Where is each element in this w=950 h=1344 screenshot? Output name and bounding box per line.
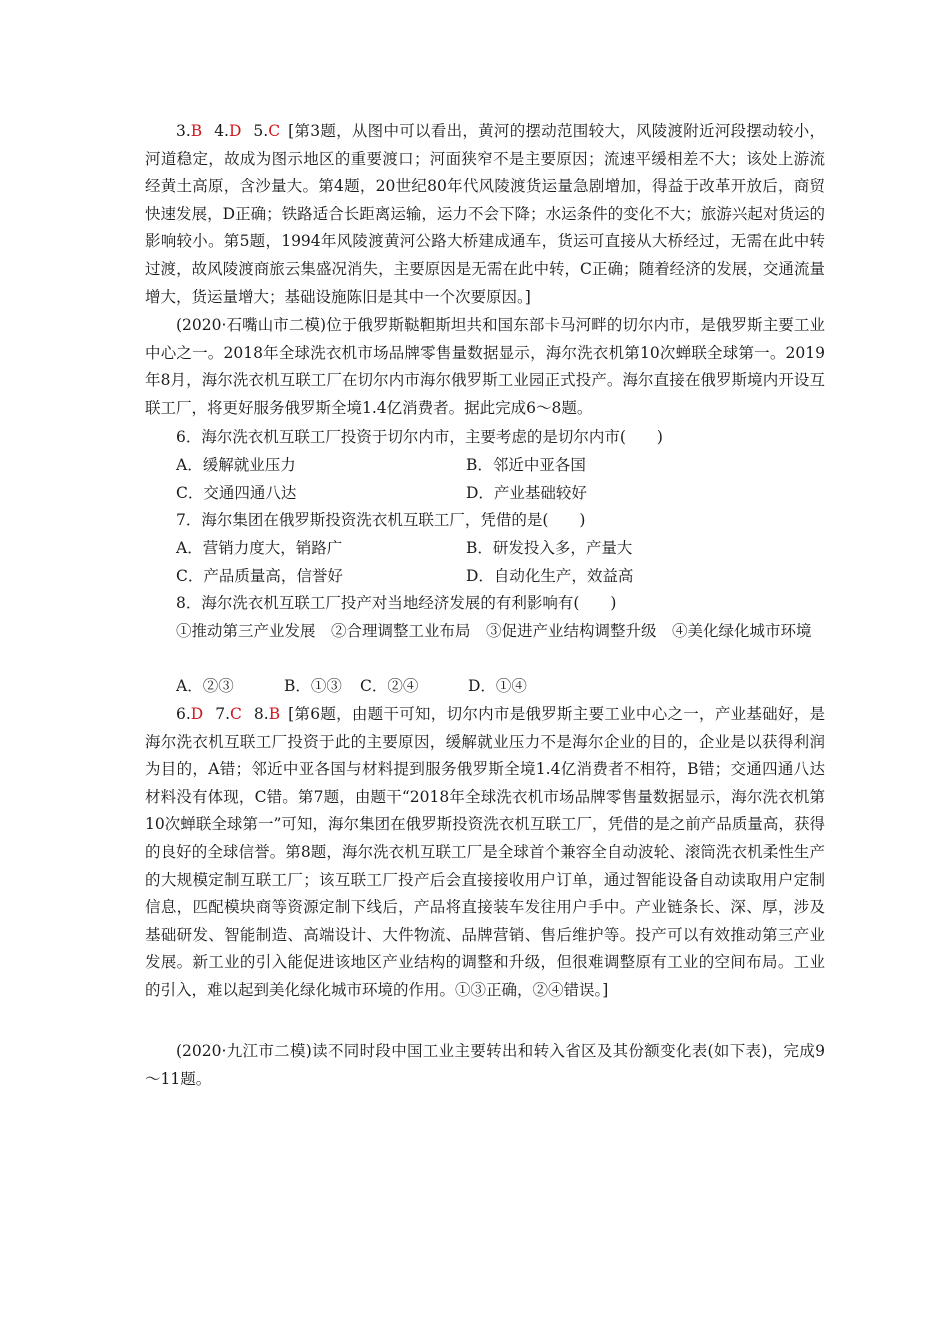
answer-number: 3.: [176, 122, 191, 140]
option-d: D．自动化生产，效益高: [466, 567, 634, 585]
reading-passage-2: (2020·九江市二模)读不同时段中国工业主要转出和转入省区及其份额变化表(如下表)，完成9～11题。: [145, 1042, 825, 1088]
option-a: A．缓解就业压力: [176, 456, 296, 474]
option-d: D．①④: [468, 677, 527, 695]
answer-block-3-5: [145, 118, 825, 311]
answer-number: 8.: [253, 705, 269, 723]
answer-block-6-8: [145, 701, 825, 1005]
option-c: C．②④: [360, 677, 419, 695]
option-d: D．产业基础较好: [466, 484, 587, 502]
option-a: A．营销力度大，销路广: [176, 539, 343, 557]
answer-letter: D: [228, 122, 242, 140]
option-b: B．①③: [284, 677, 342, 695]
option-c: C．交通四通八达: [176, 484, 297, 502]
answer-letter: B: [190, 122, 203, 140]
answer-number: 4.: [214, 122, 229, 140]
question-7-stem: 7．海尔集团在俄罗斯投资洗衣机互联工厂，凭借的是( ): [176, 511, 586, 529]
answer-number: 5.: [253, 122, 269, 140]
answer-letter: B: [268, 705, 281, 723]
question-8-items: ①推动第三产业发展 ②合理调整工业布局 ③促进产业结构调整升级 ④美化绿化城市环境: [176, 622, 812, 640]
answer-letter: D: [190, 705, 204, 723]
option-c: C．产品质量高，信誉好: [176, 567, 343, 585]
option-b: B．研发投入多，产量大: [466, 539, 633, 557]
question-8-stem: 8．海尔洗衣机互联工厂投产对当地经济发展的有利影响有( ): [176, 594, 617, 612]
question-6-stem: 6．海尔洗衣机互联工厂投资于切尔内市，主要考虑的是切尔内市( ): [176, 428, 663, 446]
answer-explanation: [第6题，由题干可知，切尔内市是俄罗斯主要工业中心之一，产业基础好，是海尔洗衣机互联工厂投资于此的主要原因，缓解就业压力不是海尔企业的目的，企业是以获得利润为目的，A错；邻近中亚各国与材料提到服务俄罗斯全境1.4亿消费者不相符，B错；交通四通八达材料没有体现，C错。第7题，由题干“2018年全球洗衣机市场品牌零售量数据显示，海尔洗衣机第10次蝉联全球第一”可知，海尔集团在俄罗斯投资洗衣机互联工厂，凭借的是之前产品质量高，获得的良好的全球信誉。第8题，海尔洗衣机互联工厂是全球首个兼容全自动波轮、滚筒洗衣机柔性生产的大规模定制互联工厂；该互联工厂投产后会直接接收用户订单，通过智能设备自动读取用户定制信息，匹配模块商等资源定制下线后，产品将直接装车发往用户手中。产业链条长、深、厚，涉及基础研发、智能制造、高端设计、大件物流、品牌营销、售后维护等。投产可以有效推动第三产业发展。新工业的引入能促进该地区产业结构的调整和升级，但很难调整原有工业的空间布局。工业的引入，难以起到美化绿化城市环境的作用。①③正确，②④错误。]: [145, 705, 825, 999]
reading-passage: (2020·石嘴山市二模)位于俄罗斯鞑靼斯坦共和国东部卡马河畔的切尔内市，是俄罗斯主要工业中心之一。2018年全球洗衣机市场品牌零售量数据显示，海尔洗衣机第10次蝉联全球第一。2019年8月，海尔洗衣机互联工厂在切尔内市海尔俄罗斯工业园正式投产。海尔直接在俄罗斯境内开设互联工厂，将更好服务俄罗斯全境1.4亿消费者。据此完成6～8题。: [145, 316, 825, 417]
answer-letter: C: [268, 122, 281, 140]
option-b: B．邻近中亚各国: [466, 456, 586, 474]
answer-number: 7.: [215, 705, 231, 723]
answer-number: 6.: [176, 705, 191, 723]
option-a: A．②③: [176, 677, 234, 695]
answer-letter: C: [230, 705, 242, 723]
answer-explanation: [第3题，从图中可以看出，黄河的摆动范围较大，风陵渡附近河段摆动较小，河道稳定，故成为图示地区的重要渡口；河面狭窄不是主要原因；流速平缓相差不大；该处上游流经黄土高原，含沙量大。第4题，20世纪80年代风陵渡货运量急剧增加，得益于改革开放后，商贸快速发展，D正确；铁路适合长距离运输，运力不会下降；水运条件的变化不大；旅游兴起对货运的影响较小。第5题，1994年风陵渡黄河公路大桥建成通车，货运可直接从大桥经过，无需在此中转过渡，故风陵渡商旅云集盛况消失，主要原因是无需在此中转，C正确；随着经济的发展，交通流量增大，货运量增大；基础设施陈旧是其中一个次要原因。]: [145, 122, 825, 306]
